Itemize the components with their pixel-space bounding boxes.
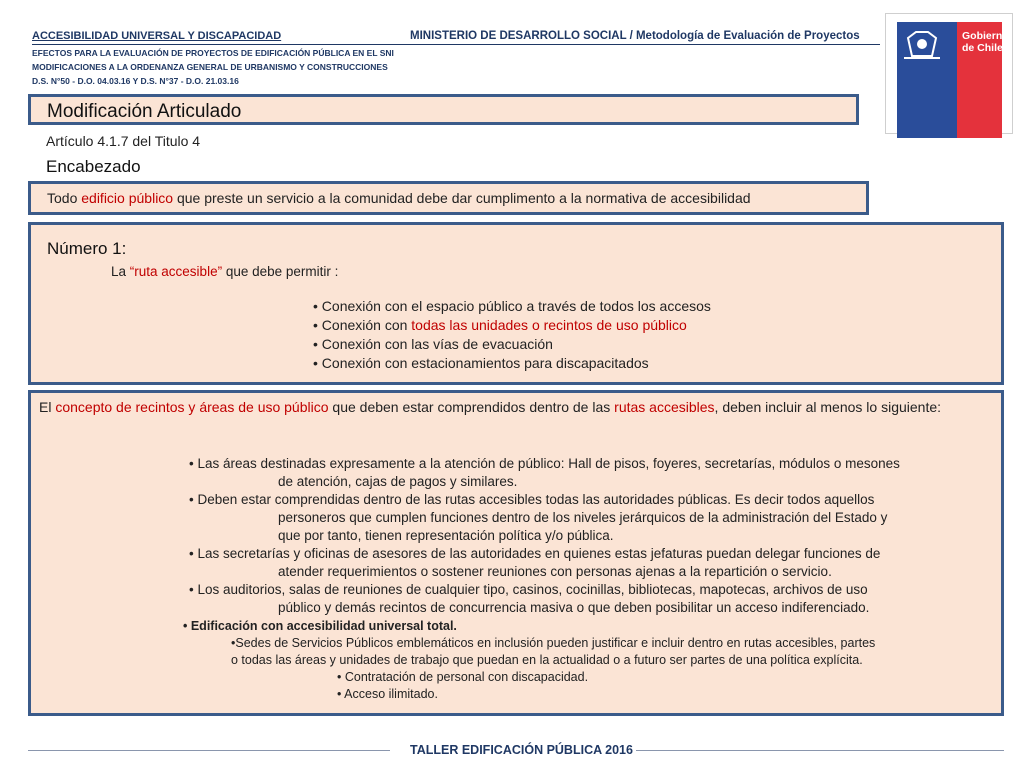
footer-divider-right — [636, 750, 1004, 751]
heading-label: Encabezado — [46, 157, 141, 176]
list-item-line: • Las áreas destinadas expresamente a la atención de público: Hall de pisos, foyeres, secretarías, módulos o mesones — [189, 456, 900, 471]
numero-1-intro-post: que debe permitir : — [222, 264, 339, 279]
concepto-intro-mid: que deben estar comprendidos dentro de las — [328, 399, 615, 415]
list-item-line: • Los auditorios, salas de reuniones de cualquier tipo, casinos, cocinillas, bibliotecas, mapotecas, archivos de uso — [189, 582, 868, 597]
list-item-pre: • Conexión con — [313, 317, 412, 333]
numero-1-intro — [111, 264, 338, 279]
list-item: • Conexión con el espacio público a través de todos los accesos — [313, 298, 711, 314]
list-item-line: que por tanto, tienen representación política y/o pública. — [278, 528, 614, 543]
list-item-highlight: • Edificación con accesibilidad universal total. — [183, 619, 457, 633]
list-item — [189, 491, 887, 545]
list-item-line: • Las secretarías y oficinas de asesores de las autoridades en quienes estas jefaturas puedan delegar funciones de — [189, 546, 881, 561]
list-item — [189, 581, 869, 617]
article-reference: Artículo 4.1.7 del Titulo 4 — [46, 133, 201, 149]
header-subtitle-1: EFECTOS PARA LA EVALUACIÓN DE PROYECTOS DE EDIFICACIÓN PÚBLICA EN EL SNI — [32, 48, 394, 58]
sub-list-item-line: o todas las áreas y unidades de trabajo que puedan en la actualidad o a futuro ser partes de una política explícita. — [231, 653, 863, 667]
heading-text-pre: Todo — [47, 190, 82, 206]
coat-of-arms-icon — [902, 28, 942, 60]
list-item — [313, 316, 711, 335]
sub-list-item — [231, 635, 875, 669]
numero-1-intro-highlight: “ruta accesible” — [129, 264, 223, 279]
heading-box — [28, 181, 869, 215]
logo-text — [962, 30, 1009, 54]
header-divider — [32, 44, 880, 45]
numero-1-title: Número 1: — [47, 239, 127, 258]
sub-list-item: • Contratación de personal con discapacidad. — [337, 670, 589, 684]
numero-1-intro-pre: La — [111, 264, 130, 279]
numero-1-list — [313, 297, 711, 373]
footer-text: TALLER EDIFICACIÓN PÚBLICA 2016 — [410, 743, 633, 757]
logo-text-line-1: Gobierno — [962, 30, 1009, 42]
section-title: Modificación Articulado — [47, 101, 242, 122]
gobierno-de-chile-logo — [885, 13, 1013, 134]
sub-list-item-line: •Sedes de Servicios Públicos emblemáticos en inclusión pueden justificar e incluir dentro en rutas accesibles, partes — [231, 636, 876, 650]
list-item-line: público y demás recintos de concurrencia masiva o que deben posibilitar un acceso indiferenciado. — [278, 600, 870, 615]
footer-divider-left — [28, 750, 390, 751]
header-title: ACCESIBILIDAD UNIVERSAL Y DISCAPACIDAD — [32, 30, 282, 42]
list-item-line: • Deben estar comprendidas dentro de las rutas accesibles todas las autoridades públicas. Es decir todos aquellos — [189, 492, 875, 507]
concepto-intro-pre: El — [39, 399, 56, 415]
list-item-highlight: todas las unidades o recintos de uso público — [411, 317, 687, 333]
heading-text-post: que preste un servicio a la comunidad debe dar cumplimento a la normativa de accesibilidad — [173, 190, 751, 206]
section-title-box — [28, 94, 859, 125]
list-item — [189, 545, 880, 581]
concepto-intro-post: , deben incluir al menos lo siguiente: — [714, 399, 942, 415]
header-ministry: MINISTERIO DE DESARROLLO SOCIAL / Metodología de Evaluación de Proyectos — [410, 30, 860, 42]
concepto-intro-highlight-2: rutas accesibles — [614, 399, 715, 415]
numero-1-box — [28, 222, 1004, 385]
list-item-line: atender requerimientos o sostener reuniones con personas ajenas a la repartición o servicio. — [278, 564, 832, 579]
logo-text-line-2: de Chile — [962, 42, 1003, 54]
concepto-box — [28, 390, 1004, 716]
header-subtitle-3: D.S. N°50 - D.O. 04.03.16 Y D.S. N°37 - D.O. 21.03.16 — [32, 76, 239, 86]
sub-list-item: • Acceso ilimitado. — [337, 687, 438, 701]
heading-text-highlight: edificio público — [81, 190, 174, 206]
list-item-line: de atención, cajas de pagos y similares. — [278, 474, 518, 489]
list-item: • Conexión con estacionamientos para discapacitados — [313, 355, 649, 371]
list-item-line: personeros que cumplen funciones dentro de los niveles jerárquicos de la administración del Estado y — [278, 510, 888, 525]
concepto-intro — [39, 398, 969, 417]
header-subtitle-2: MODIFICACIONES A LA ORDENANZA GENERAL DE URBANISMO Y CONSTRUCCIONES — [32, 62, 388, 72]
list-item: • Conexión con las vías de evacuación — [313, 336, 553, 352]
concepto-intro-highlight-1: concepto de recintos y áreas de uso público — [55, 399, 329, 415]
list-item — [189, 455, 900, 491]
heading-text — [47, 190, 751, 206]
